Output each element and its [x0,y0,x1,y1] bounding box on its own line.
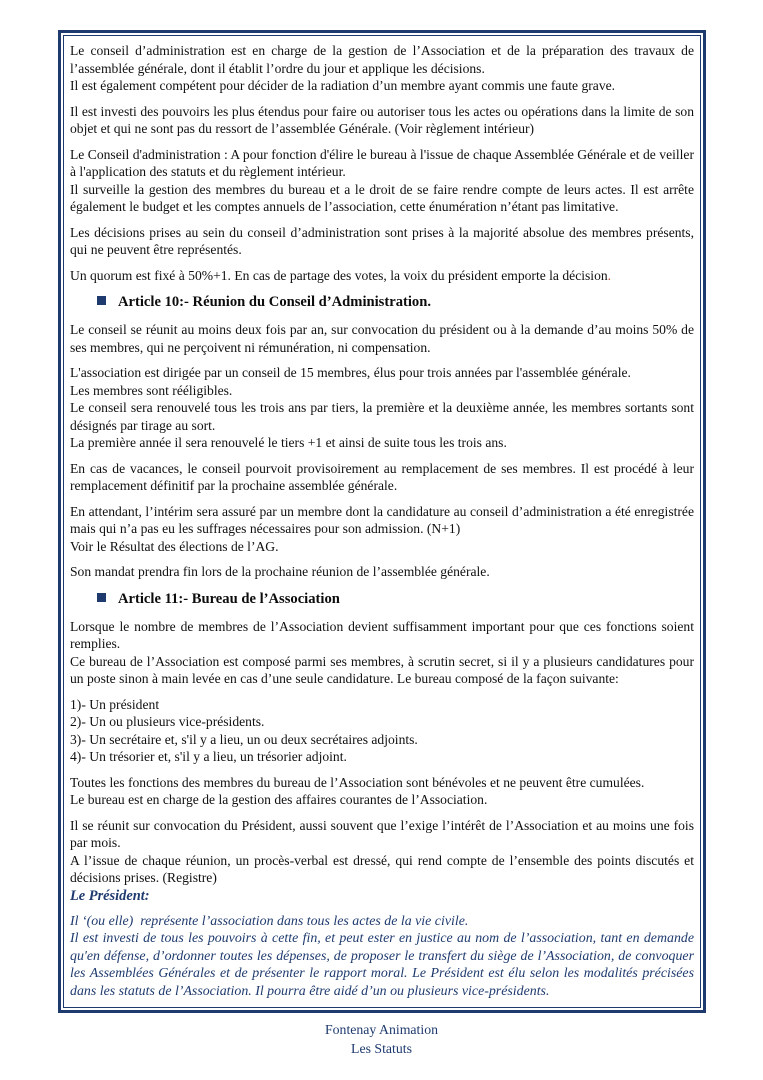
article-heading [70,292,694,312]
italic-paragraph: Il ‘(ou elle) représente l’association dans tous les actes de la vie civile. Il est investi de tous les pouvoirs à cette fin, et peut ester en justice au nom de l’association, tant en demande qu'en défense, d’ordonner toutes les dépenses, de proposer le transfert du siège de l’Association, de convoquer les Assemblées Générales et de présenter le rapport moral. Le Président est élu selon les modalités précisées dans les statuts de l’Association. Il pourra être aidé d’un ou plusieurs vice-présidents. [70,913,694,999]
article-heading-text: Article 10:- Réunion du Conseil d’Administration. [118,294,431,310]
footer-org-name: Fontenay Animation [324,1022,439,1037]
red-period: . [607,267,612,283]
square-bullet-icon [97,296,106,305]
square-bullet-icon [97,593,106,602]
paragraph: En attendant, l’intérim sera assuré par un membre dont la candidature au conseil d’administration a été enregistrée mais qui n’a pas eu les suffrages nécessaires pour son admission. (N+1) Voir le Résultat des élections de l’AG. [70,503,694,554]
paragraph: Il est investi des pouvoirs les plus étendus pour faire ou autoriser tous les actes ou opérations dans la limite de son objet et qui ne sont pas du ressort de l’assemblée Générale. (Voir règlement intérieur) [70,103,694,136]
paragraph: Lorsque le nombre de membres de l’Association devient suffisamment important pour que ces fonctions soient remplies. Ce bureau de l’Association est composé parmi ses membres, à scrutin secret, si il y a plusieurs candidatures pour un poste sinon à main levée en cas d’une seule candidature. Le bureau composé de la façon suivante: [70,618,694,686]
list-item: 2)- Un ou plusieurs vice-présidents. [70,714,265,729]
article-heading [70,589,694,609]
paragraph: En cas de vacances, le conseil pourvoit provisoirement au remplacement de ses membres. Il est procédé à leur remplacement définitif par la prochaine assemblée générale. [70,460,694,493]
footer-doc-title: Les Statuts [351,1040,412,1056]
paragraph: Il se réunit sur convocation du Président, aussi souvent que l’exige l’intérêt de l’Association et au moins une fois par mois. A l’issue de chaque réunion, un procès-verbal est dressé, qui rend compte de l’ensemble des points discutés et décisions prises. (Registre) [70,817,694,885]
paragraph: Le conseil se réunit au moins deux fois par an, sur convocation du président ou à la demande d’au moins 50% de ses membres, qui ne perçoivent ni rémunération, ni compensation. [70,322,694,355]
paragraph: Les décisions prises au sein du conseil d’administration sont prises à la majorité absolue des membres présents, qui ne peuvent être représentés. [70,224,694,257]
document-content [63,35,701,1008]
ordered-list [70,696,694,766]
list-item: 3)- Un secrétaire et, s'il y a lieu, un ou deux secrétaires adjoints. [70,731,418,747]
paragraph: Un quorum est fixé à 50%+1. En cas de partage des votes, la voix du président emporte la décision. [70,267,612,283]
paragraph: L'association est dirigée par un conseil de 15 membres, élus pour trois années par l'assemblée générale. Les membres sont rééligibles. Le conseil sera renouvelé tous les trois ans par tiers, la première et la deuxième année, les membres sortants sont désignés par tirage au sort. La première année il sera renouvelé le tiers +1 et ainsi de suite tous les trois ans. [70,365,694,450]
article-heading-text: Article 11:- Bureau de l’Association [118,590,340,607]
list-item: 4)- Un trésorier et, s'il y a lieu, un trésorier adjoint. [70,749,347,764]
footer [0,1021,763,1058]
paragraph: Toutes les fonctions des membres du bureau de l’Association sont bénévoles et ne peuvent être cumulées. Le bureau est en charge de la gestion des affaires courantes de l’Association. [70,774,645,807]
document-frame [58,30,706,1013]
paragraph: Le conseil d’administration est en charge de la gestion de l’Association et de la préparation des travaux de l’assemblée générale, dont il établit l’ordre du jour et applique les décisions. Il est également compétent pour décider de la radiation d’un membre ayant commis une faute grave. [70,43,694,93]
list-item: 1)- Un président [70,696,160,712]
president-label: Le Président: [70,887,150,904]
paragraph: Son mandat prendra fin lors de la prochaine réunion de l’assemblée générale. [70,564,490,579]
paragraph: Le Conseil d'administration : A pour fonction d'élire le bureau à l'issue de chaque Assemblée Générale et de veiller à l'application des statuts et du règlement intérieur. Il surveille la gestion des membres du bureau et a le droit de se faire rendre compte de leurs actes. Il est arrête également le budget et les comptes annuels de l’association, cette énumération n’étant pas limitative. [70,146,694,214]
